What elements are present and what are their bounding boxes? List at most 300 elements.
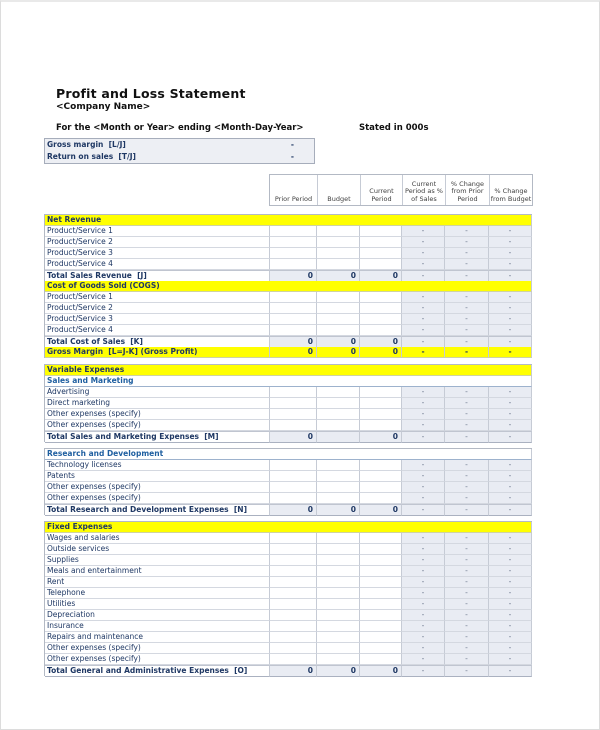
value-cell xyxy=(317,577,360,588)
summary-box xyxy=(44,138,315,164)
row-label: Patents xyxy=(45,471,270,482)
row-label: Wages and salaries xyxy=(45,533,270,544)
table-row xyxy=(44,544,532,555)
row-label: Total Sales Revenue [J] xyxy=(45,270,270,282)
column-header-4: Current Period as % of Sales xyxy=(402,175,445,205)
derived-cell: - xyxy=(402,347,445,358)
value-cell xyxy=(360,420,402,431)
table-row xyxy=(44,226,532,237)
value-cell xyxy=(270,259,317,270)
derived-cell: - xyxy=(489,632,532,643)
column-header-5: % Change from Prior Period xyxy=(445,175,489,205)
value-cell xyxy=(270,303,317,314)
derived-cell: - xyxy=(445,237,489,248)
derived-cell: - xyxy=(489,431,532,443)
value-cell xyxy=(360,577,402,588)
derived-cell: - xyxy=(445,533,489,544)
value-cell xyxy=(360,555,402,566)
derived-cell: - xyxy=(402,665,445,677)
value-cell xyxy=(270,555,317,566)
value-cell: 0 xyxy=(317,347,360,358)
value-cell xyxy=(270,314,317,325)
value-cell xyxy=(317,420,360,431)
derived-cell: - xyxy=(402,654,445,665)
table-row xyxy=(44,314,532,325)
value-cell xyxy=(270,588,317,599)
value-cell xyxy=(360,292,402,303)
derived-cell: - xyxy=(402,387,445,398)
value-cell xyxy=(360,314,402,325)
derived-cell: - xyxy=(402,555,445,566)
value-cell xyxy=(270,409,317,420)
value-cell xyxy=(317,292,360,303)
column-header-1: Prior Period xyxy=(274,194,313,203)
derived-cell: - xyxy=(402,493,445,504)
row-label: Total Cost of Sales [K] xyxy=(45,336,270,348)
value-cell xyxy=(270,398,317,409)
derived-cell: - xyxy=(402,621,445,632)
value-cell xyxy=(270,533,317,544)
value-cell xyxy=(317,237,360,248)
value-cell xyxy=(360,654,402,665)
derived-cell: - xyxy=(402,314,445,325)
row-label: Product/Service 3 xyxy=(45,248,270,259)
value-cell xyxy=(317,493,360,504)
derived-cell: - xyxy=(445,504,489,516)
derived-cell: - xyxy=(445,632,489,643)
value-cell: 0 xyxy=(317,504,360,516)
derived-cell: - xyxy=(445,599,489,610)
table-row xyxy=(44,632,532,643)
row-label: Total Research and Development Expenses [N] xyxy=(45,504,270,516)
derived-cell: - xyxy=(445,314,489,325)
row-label: Product/Service 1 xyxy=(45,226,270,237)
row-label: Other expenses (specify) xyxy=(45,493,270,504)
section-subheader xyxy=(44,376,532,387)
value-cell xyxy=(317,555,360,566)
derived-cell: - xyxy=(402,420,445,431)
value-cell xyxy=(317,471,360,482)
value-cell xyxy=(317,409,360,420)
value-cell: 0 xyxy=(270,336,317,348)
derived-cell: - xyxy=(489,303,532,314)
derived-cell: - xyxy=(445,347,489,358)
derived-cell: - xyxy=(445,460,489,471)
derived-cell: - xyxy=(445,325,489,336)
value-cell xyxy=(317,387,360,398)
column-headers xyxy=(269,174,533,206)
section-band xyxy=(44,214,532,226)
value-cell xyxy=(360,482,402,493)
table-row xyxy=(44,643,532,654)
derived-cell: - xyxy=(402,398,445,409)
derived-cell: - xyxy=(489,504,532,516)
value-cell xyxy=(270,621,317,632)
derived-cell: - xyxy=(402,270,445,282)
derived-cell: - xyxy=(402,632,445,643)
derived-cell: - xyxy=(445,482,489,493)
value-cell xyxy=(317,588,360,599)
total-row xyxy=(44,336,532,347)
value-cell xyxy=(270,493,317,504)
derived-cell: - xyxy=(445,292,489,303)
page-title: Profit and Loss Statement xyxy=(56,86,246,101)
row-label: Advertising xyxy=(45,387,270,398)
value-cell: 0 xyxy=(360,347,402,358)
derived-cell: - xyxy=(402,431,445,443)
table-row xyxy=(44,237,532,248)
derived-cell: - xyxy=(445,577,489,588)
derived-cell: - xyxy=(402,303,445,314)
value-cell xyxy=(270,632,317,643)
derived-cell: - xyxy=(445,621,489,632)
derived-cell: - xyxy=(445,259,489,270)
derived-cell: - xyxy=(402,409,445,420)
row-label: Telephone xyxy=(45,588,270,599)
value-cell xyxy=(317,303,360,314)
derived-cell: - xyxy=(489,471,532,482)
statement-table xyxy=(44,214,533,675)
table-row xyxy=(44,566,532,577)
value-cell: 0 xyxy=(270,270,317,282)
derived-cell: - xyxy=(489,493,532,504)
row-label: Other expenses (specify) xyxy=(45,409,270,420)
summary-label: Return on sales [T/J] xyxy=(47,152,136,161)
total-row xyxy=(44,270,532,281)
derived-cell: - xyxy=(489,482,532,493)
derived-cell: - xyxy=(402,504,445,516)
grand-total-row xyxy=(44,347,532,358)
derived-cell: - xyxy=(445,610,489,621)
derived-cell: - xyxy=(489,665,532,677)
derived-cell: - xyxy=(445,226,489,237)
row-label: Variable Expenses xyxy=(45,365,532,376)
value-cell xyxy=(270,248,317,259)
derived-cell: - xyxy=(489,555,532,566)
value-cell xyxy=(317,632,360,643)
derived-cell: - xyxy=(489,398,532,409)
row-label: Product/Service 2 xyxy=(45,237,270,248)
total-row xyxy=(44,665,532,676)
table-row xyxy=(44,303,532,314)
value-cell: 0 xyxy=(270,665,317,677)
derived-cell: - xyxy=(445,493,489,504)
value-cell xyxy=(360,632,402,643)
derived-cell: - xyxy=(489,610,532,621)
value-cell xyxy=(270,566,317,577)
table-row xyxy=(44,577,532,588)
row-label: Total General and Administrative Expenses [O] xyxy=(45,665,270,677)
table-row xyxy=(44,533,532,544)
row-label: Utilities xyxy=(45,599,270,610)
derived-cell: - xyxy=(402,471,445,482)
derived-cell: - xyxy=(489,420,532,431)
derived-cell: - xyxy=(445,654,489,665)
derived-cell: - xyxy=(489,347,532,358)
value-cell xyxy=(270,654,317,665)
value-cell xyxy=(360,566,402,577)
value-cell xyxy=(317,460,360,471)
value-cell xyxy=(270,460,317,471)
value-cell xyxy=(270,544,317,555)
value-cell xyxy=(317,398,360,409)
derived-cell: - xyxy=(445,471,489,482)
derived-cell: - xyxy=(402,533,445,544)
value-cell xyxy=(317,431,360,443)
total-row xyxy=(44,431,532,442)
value-cell xyxy=(270,471,317,482)
derived-cell: - xyxy=(445,270,489,282)
value-cell xyxy=(360,588,402,599)
value-cell xyxy=(317,566,360,577)
table-row xyxy=(44,398,532,409)
column-header-6: % Change from Budget xyxy=(489,175,532,205)
derived-cell: - xyxy=(445,643,489,654)
derived-cell: - xyxy=(489,292,532,303)
value-cell xyxy=(317,259,360,270)
stated-in-label: Stated in 000s xyxy=(359,123,429,133)
row-label: Other expenses (specify) xyxy=(45,643,270,654)
derived-cell: - xyxy=(402,336,445,348)
derived-cell: - xyxy=(489,314,532,325)
section-band xyxy=(44,364,532,376)
value-cell xyxy=(270,387,317,398)
value-cell: 0 xyxy=(360,431,402,443)
derived-cell: - xyxy=(489,599,532,610)
value-cell xyxy=(360,610,402,621)
value-cell xyxy=(270,482,317,493)
derived-cell: - xyxy=(489,544,532,555)
table-row xyxy=(44,654,532,665)
derived-cell: - xyxy=(489,248,532,259)
value-cell xyxy=(317,226,360,237)
derived-cell: - xyxy=(489,460,532,471)
table-row xyxy=(44,482,532,493)
row-label: Other expenses (specify) xyxy=(45,654,270,665)
derived-cell: - xyxy=(402,259,445,270)
column-header-3: Current Period xyxy=(360,175,402,205)
derived-cell: - xyxy=(445,409,489,420)
section-subheader xyxy=(44,448,532,460)
value-cell: 0 xyxy=(360,504,402,516)
value-cell: 0 xyxy=(360,270,402,282)
value-cell: 0 xyxy=(360,336,402,348)
derived-cell: - xyxy=(402,610,445,621)
derived-cell: - xyxy=(402,544,445,555)
row-label: Sales and Marketing xyxy=(45,376,532,387)
derived-cell: - xyxy=(489,643,532,654)
row-label: Gross Margin [L=J-K] (Gross Profit) xyxy=(45,347,270,358)
value-cell xyxy=(360,248,402,259)
derived-cell: - xyxy=(445,665,489,677)
total-row xyxy=(44,504,532,515)
value-cell xyxy=(360,599,402,610)
row-label: Product/Service 4 xyxy=(45,325,270,336)
derived-cell: - xyxy=(489,387,532,398)
derived-cell: - xyxy=(445,555,489,566)
value-cell xyxy=(317,599,360,610)
table-row xyxy=(44,471,532,482)
derived-cell: - xyxy=(489,577,532,588)
derived-cell: - xyxy=(402,226,445,237)
derived-cell: - xyxy=(445,303,489,314)
value-cell xyxy=(270,420,317,431)
table-row xyxy=(44,610,532,621)
value-cell xyxy=(270,226,317,237)
derived-cell: - xyxy=(445,387,489,398)
table-row xyxy=(44,493,532,504)
summary-value: - xyxy=(290,152,294,161)
table-row xyxy=(44,259,532,270)
derived-cell: - xyxy=(445,588,489,599)
value-cell xyxy=(317,533,360,544)
table-row xyxy=(44,599,532,610)
derived-cell: - xyxy=(489,226,532,237)
derived-cell: - xyxy=(402,643,445,654)
derived-cell: - xyxy=(489,336,532,348)
row-label: Fixed Expenses xyxy=(45,522,532,533)
row-label: Net Revenue xyxy=(45,215,532,226)
value-cell xyxy=(360,643,402,654)
row-label: Meals and entertainment xyxy=(45,566,270,577)
section-band xyxy=(44,521,532,533)
value-cell xyxy=(360,621,402,632)
derived-cell: - xyxy=(445,398,489,409)
row-label: Other expenses (specify) xyxy=(45,420,270,431)
row-label: Depreciation xyxy=(45,610,270,621)
value-cell xyxy=(317,248,360,259)
derived-cell: - xyxy=(402,588,445,599)
derived-cell: - xyxy=(489,259,532,270)
table-row xyxy=(44,621,532,632)
row-label: Insurance xyxy=(45,621,270,632)
derived-cell: - xyxy=(402,482,445,493)
derived-cell: - xyxy=(402,599,445,610)
value-cell xyxy=(360,493,402,504)
summary-label: Gross margin [L/J] xyxy=(47,140,126,149)
derived-cell: - xyxy=(402,577,445,588)
row-label: Supplies xyxy=(45,555,270,566)
value-cell: 0 xyxy=(360,665,402,677)
value-cell: 0 xyxy=(270,504,317,516)
derived-cell: - xyxy=(402,325,445,336)
row-label: Product/Service 1 xyxy=(45,292,270,303)
value-cell: 0 xyxy=(270,431,317,443)
column-header-2: Budget xyxy=(317,175,360,205)
derived-cell: - xyxy=(489,588,532,599)
table-row xyxy=(44,409,532,420)
row-label: Technology licenses xyxy=(45,460,270,471)
value-cell xyxy=(360,409,402,420)
value-cell xyxy=(317,643,360,654)
value-cell: 0 xyxy=(317,336,360,348)
value-cell xyxy=(360,387,402,398)
row-label: Total Sales and Marketing Expenses [M] xyxy=(45,431,270,443)
derived-cell: - xyxy=(489,621,532,632)
derived-cell: - xyxy=(402,292,445,303)
derived-cell: - xyxy=(402,460,445,471)
table-row xyxy=(44,387,532,398)
value-cell xyxy=(317,314,360,325)
derived-cell: - xyxy=(489,270,532,282)
value-cell xyxy=(360,237,402,248)
row-label: Research and Development xyxy=(45,449,532,460)
value-cell xyxy=(317,621,360,632)
derived-cell: - xyxy=(445,248,489,259)
value-cell xyxy=(317,654,360,665)
value-cell xyxy=(317,544,360,555)
table-row xyxy=(44,555,532,566)
table-row xyxy=(44,292,532,303)
value-cell: 0 xyxy=(270,347,317,358)
value-cell xyxy=(360,325,402,336)
value-cell xyxy=(317,610,360,621)
derived-cell: - xyxy=(489,409,532,420)
row-label: Product/Service 4 xyxy=(45,259,270,270)
derived-cell: - xyxy=(445,544,489,555)
row-label: Repairs and maintenance xyxy=(45,632,270,643)
row-label: Cost of Goods Sold (COGS) xyxy=(45,281,532,292)
table-row xyxy=(44,420,532,431)
derived-cell: - xyxy=(402,248,445,259)
section-band xyxy=(44,281,532,292)
value-cell xyxy=(270,292,317,303)
derived-cell: - xyxy=(445,566,489,577)
value-cell xyxy=(270,643,317,654)
row-label: Outside services xyxy=(45,544,270,555)
value-cell xyxy=(270,577,317,588)
row-label: Direct marketing xyxy=(45,398,270,409)
value-cell xyxy=(360,544,402,555)
derived-cell: - xyxy=(489,533,532,544)
summary-row-return-on-sales xyxy=(45,151,314,163)
value-cell xyxy=(317,482,360,493)
value-cell xyxy=(270,237,317,248)
value-cell xyxy=(360,460,402,471)
row-label: Product/Service 3 xyxy=(45,314,270,325)
table-row xyxy=(44,460,532,471)
period-line: For the <Month or Year> ending <Month-Day-Year> xyxy=(56,123,304,133)
derived-cell: - xyxy=(445,336,489,348)
summary-row-gross-margin xyxy=(45,139,314,151)
derived-cell: - xyxy=(402,237,445,248)
company-name: <Company Name> xyxy=(56,102,151,112)
value-cell xyxy=(270,325,317,336)
derived-cell: - xyxy=(489,237,532,248)
value-cell xyxy=(360,226,402,237)
value-cell xyxy=(360,303,402,314)
value-cell xyxy=(360,398,402,409)
derived-cell: - xyxy=(445,431,489,443)
row-label: Other expenses (specify) xyxy=(45,482,270,493)
table-row xyxy=(44,248,532,259)
derived-cell: - xyxy=(489,654,532,665)
row-label: Product/Service 2 xyxy=(45,303,270,314)
value-cell xyxy=(360,533,402,544)
row-label: Rent xyxy=(45,577,270,588)
value-cell xyxy=(270,610,317,621)
value-cell xyxy=(360,471,402,482)
value-cell xyxy=(317,325,360,336)
value-cell: 0 xyxy=(317,270,360,282)
value-cell xyxy=(270,599,317,610)
derived-cell: - xyxy=(445,420,489,431)
derived-cell: - xyxy=(402,566,445,577)
derived-cell: - xyxy=(489,566,532,577)
table-row xyxy=(44,588,532,599)
summary-value: - xyxy=(290,140,294,149)
value-cell xyxy=(360,259,402,270)
